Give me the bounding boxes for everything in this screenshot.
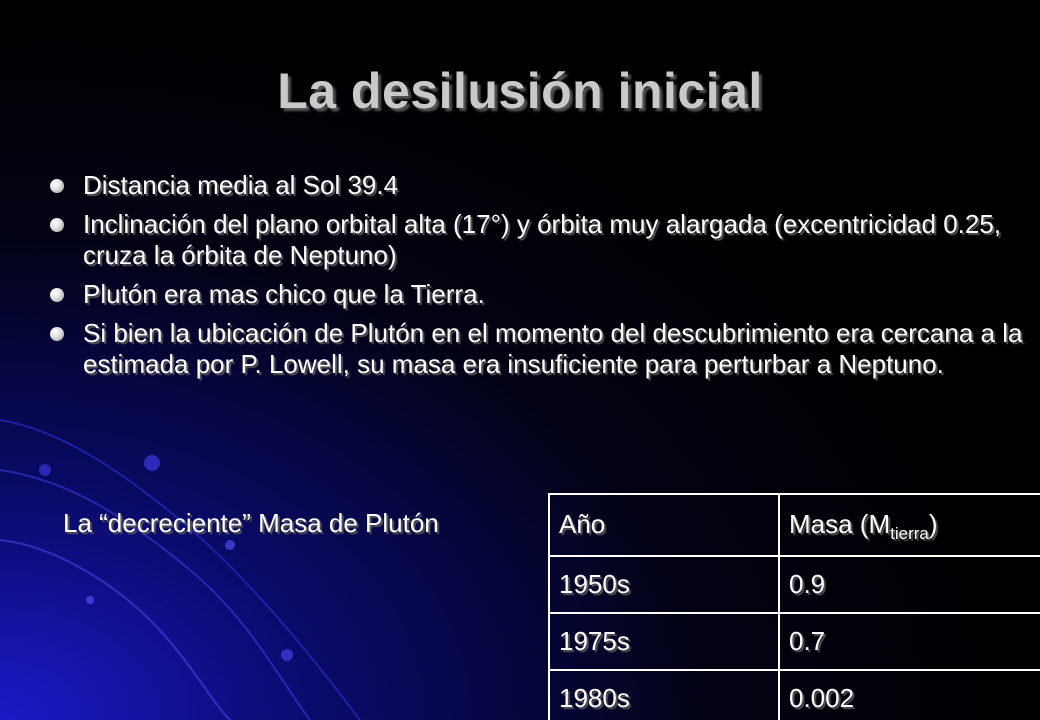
bullet-item xyxy=(50,279,1025,310)
table-header-row xyxy=(549,494,1040,556)
cell-mass: 0.7 xyxy=(779,613,1040,670)
header-year: Año xyxy=(549,494,779,556)
bullet-list xyxy=(50,170,1025,388)
bullet-item xyxy=(50,209,1025,271)
header-mass-subscript: tierra xyxy=(890,524,929,544)
bullet-text: Plutón era mas chico que la Tierra. xyxy=(83,279,485,309)
mass-table xyxy=(548,493,1040,720)
header-mass-prefix: Masa (M xyxy=(789,509,891,539)
bullet-text: Distancia media al Sol 39.4 xyxy=(83,170,399,200)
cell-mass: 0.002 xyxy=(779,670,1040,720)
table-row xyxy=(549,613,1040,670)
table-row xyxy=(549,556,1040,613)
bullet-text: Inclinación del plano orbital alta (17°) y órbita muy alargada (excentricidad 0.25, cruza la órbita de Neptuno) xyxy=(83,209,1002,270)
bullet-item xyxy=(50,318,1025,380)
cell-mass: 0.9 xyxy=(779,556,1040,613)
header-mass-suffix: ) xyxy=(928,509,938,539)
bullet-text: Si bien la ubicación de Plutón en el momento del descubrimiento era cercana a la estimada por P. Lowell, su masa era insuficiente para perturbar a Neptuno. xyxy=(83,318,1023,379)
cell-year: 1950s xyxy=(549,556,779,613)
table-caption: La “decreciente” Masa de Plutón xyxy=(63,508,439,538)
slide-title: La desilusión inicial xyxy=(277,63,763,119)
header-mass xyxy=(779,494,1040,556)
table-row xyxy=(549,670,1040,720)
bullet-dot-icon xyxy=(50,288,64,302)
cell-year: 1975s xyxy=(549,613,779,670)
bullet-dot-icon xyxy=(50,218,64,232)
bullet-dot-icon xyxy=(50,179,64,193)
bullet-item xyxy=(50,170,1025,201)
cell-year: 1980s xyxy=(549,670,779,720)
bullet-dot-icon xyxy=(50,327,64,341)
